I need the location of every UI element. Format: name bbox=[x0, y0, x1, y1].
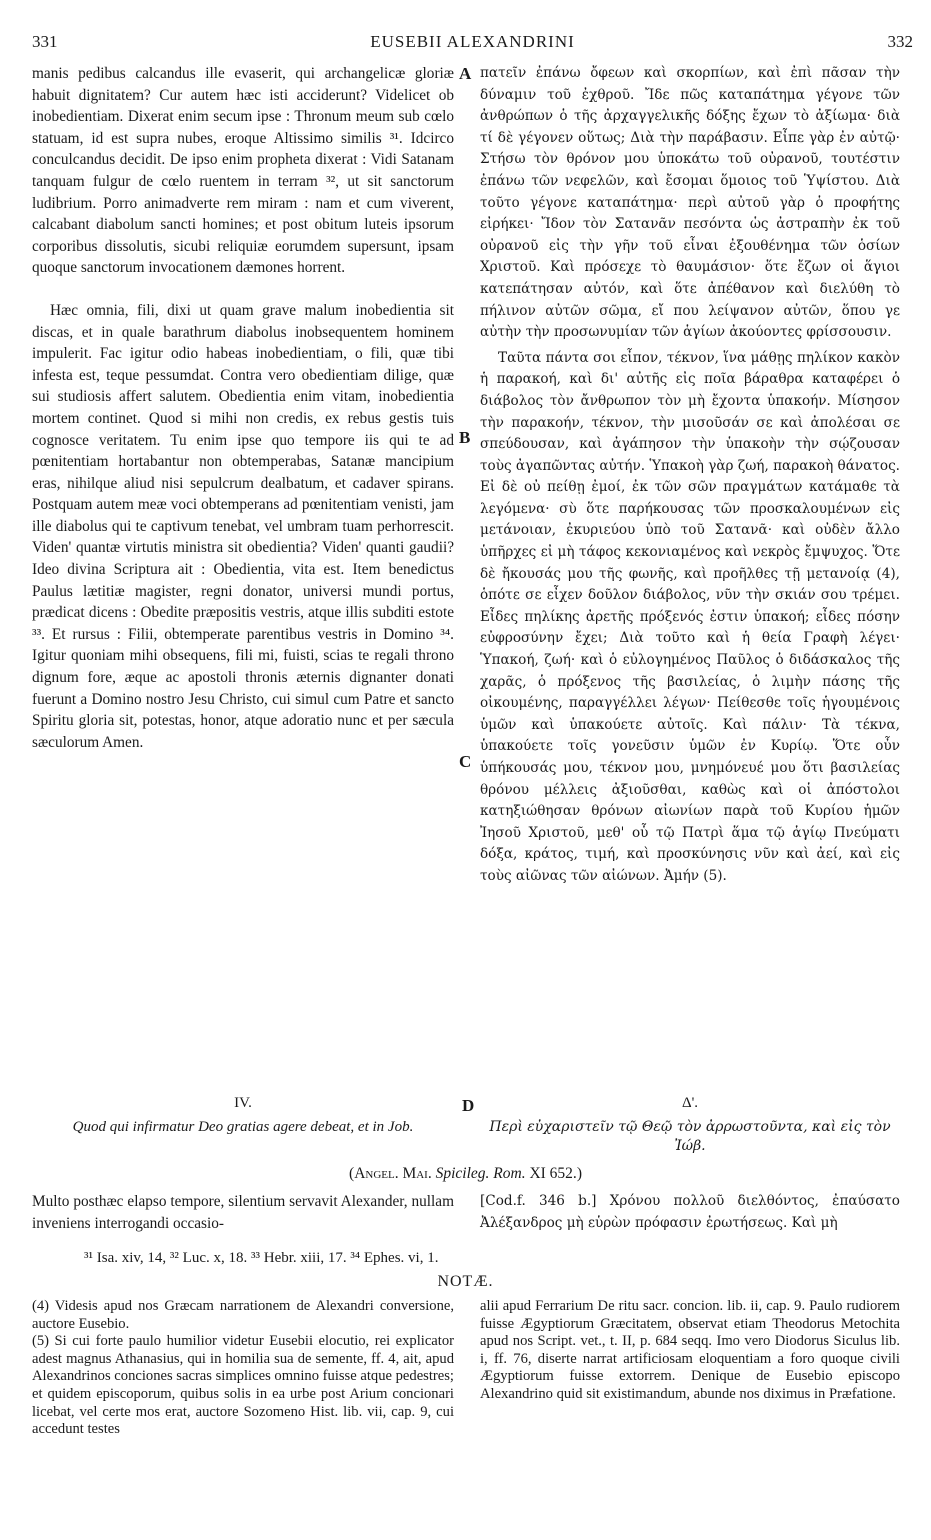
greek-column bbox=[480, 63, 900, 888]
greek-paragraph-1: πατεῖν ἐπάνω ὄφεων καὶ σκορπίων, καὶ ἐπὶ πᾶσαν τὴν δύναμιν τοῦ ἐχθροῦ. Ἴδε πῶς καταπάτημα γέγονε τῶν ἀνθρώπων ὁ τῆς ἀρχαγγελικῆς δόξης ἔχων τὸ ἀξίωμα· διὰ τί δὲ γέγονεν οὕτως; Διὰ τὴν παράβασιν. Εἶπε γὰρ ἐν αὐτῷ· Στήσω τὸν θρόνον μου ὑποκάτω τοῦ οὐρανοῦ, τουτέστιν ἐπάνω τῶν νεφελῶν, καὶ ἔσομαι ὅμοιος τοῦ Ὑψίστου. Διὰ τοῦτο γέγονε καταπάτημα· περὶ αὐτοῦ γὰρ ὁ προφήτης εἰρήκει· Ἴδον τὸν Σατανᾶν πεσόντα ὡς ἀστραπὴν ἐκ τοῦ οὐρανοῦ εἰς τὴν γῆν τοῦ εἶναι ἐξουθένημα τῶν ὁσίων Χριστοῦ. Καὶ πρόσεχε τὸ θαυμάσιον· ὅτε ἔζων οἱ ἅγιοι κατεπάτησαν αὐτόν, καὶ ὅτε ἀπέθανον καὶ διελύθη τὸ πήλινον αὐτῶν σῶμα, εἴ που λείψανον αὐτῶν, ὅπου γε αὐτὴν τὴν προσωνυμίαν τῶν ἁγίων ἀκούοντες φρίσσουσιν. bbox=[480, 65, 900, 341]
note-4: (4) Videsis apud nos Græcam narrationem de Alexandri conversione, auctore Eusebio. bbox=[32, 1298, 454, 1332]
latin-column bbox=[32, 63, 454, 753]
margin-marker-b: B bbox=[459, 428, 471, 447]
scripture-footnotes: ³¹ Isa. xiv, 14, ³² Luc. x, 18. ³³ Hebr. xiii, 17. ³⁴ Ephes. vi, 1. bbox=[84, 1250, 439, 1266]
note-5: (5) Si cui forte paulo humilior videtur Eusebii elocutio, rei explicator adest magnus Athanasius, qui in homilia sua de semente, ff. 4, ait, apud Alexandrinos conciones sacras simplices omnino fuisse atque pedestres; et quidem episcoporum, quibus solis in ea urbe post Arium concionari licebat, vel certe mos erat, auctore Sozomeno Hist. lib. vii, cap. 9, cui accedunt testes bbox=[32, 1333, 454, 1438]
notes-heading: NOTÆ. bbox=[437, 1273, 494, 1290]
note-5-continued: alii apud Ferrarium De ritu sacr. concion. lib. ii, cap. 9. Paulo rudiorem fuisse Ægyptiorum Græcitatem, observat etiam Theodorus Metochita apud nos Script. vet., t. II, p. 684 seqq. Imo vero Diodorus Siculus lib. i, ff. 76, diserte narrat artificiosam eloquentiam a foro quoque civili Ægyptiorum fuisse extorrem. Denique de Eusebio episcopo Alexandrino quid sit existimandum, abunde nos diximus in Præfatione. bbox=[480, 1298, 900, 1402]
running-header bbox=[32, 32, 913, 58]
notes-left-column bbox=[32, 1298, 454, 1439]
latin-section-title: Quod qui infirmatur Deo gratias agere debeat, et in Job. bbox=[72, 1119, 414, 1135]
margin-marker-d: D bbox=[462, 1096, 475, 1115]
margin-marker-c: C bbox=[459, 752, 472, 771]
latin-paragraph-2: Hæc omnia, fili, dixi ut quam grave malum inobedientia sit discas, et in quale barathrum diabolus inobsequentem hominem impulerit. Fac igitur odio habeas inobedientiam, o fili, quæ tibi infesta est, teque pessumdat. Contra vero obedientiam dilige, quæ sui studiosis affert salutem. Obedientia enim vitam, inobedientia mortem continet. Quod si mihi non credis, ex rebus gestis tuis cognosce veritatem. Tu enim ipse quo tempore iis qui te ad pœnitentiam hortabantur non obtemperabas, Satanæ mancipium eras, nihilque aliud nisi sepulcrum dealbatum, et cadaver spirans. Postquam autem meæ voci obtemperans ad pœnitentiam venisti, jam ille diabolus qui te captivum tenebat, vel umbram tuam perhorrescit. Viden' quantæ virtutis ministra sit obedientia? Viden' quanti gaudii? Ideo divina Scriptura ait : Obedientia, vita est. Item benedictus Paulus lætitiæ magister, regni donator, universi mundi portus, prædicat dicens : Obedite præpositis vestris, atque illis subditi estote ³³. Et rursus : Filii, obtemperate parentibus vestris in Domino ³⁴. Igitur quoniam mihi obsequens, fili mi, fuisti, scias te regali throno dignum fore, æque ac apostoli thronis æternis dignanter donati fuerunt a Domino nostro Jesu Christo, cui simul cum Patre et sancto Spiritu gloria sit, potestas, honor, atque adoratio nunc et per sæcula sæculorum Amen. bbox=[32, 301, 454, 751]
latin-section-number: IV. bbox=[234, 1095, 252, 1111]
greek-paragraph-2: Ταῦτα πάντα σοι εἶπον, τέκνον, ἵνα μάθῃς πηλίκον κακὸν ἡ παρακοή, καὶ δι' αὐτῆς εἰς ποῖα βάραθρα καταφέρει ὁ διάβολος τὸν ἄνθρωπον τὸν μὴ ἔχοντα ὑπακοήν. Μίσησον τὴν παρακοήν, τέκνον, τὴν μισοῦσάν σε καὶ ἀπολέσαι σε σπεύδουσαν, καὶ ἀγάπησον τὴν ὑπακοὴν τὴν σῴζουσαν τοὺς ἀγαπῶντας αὐτήν. Ὑπακοὴ γὰρ ζωή, παρακοὴ θάνατος. Εἰ δὲ οὐ πείθῃ ἐμοί, ἐκ τῶν σῶν πραγμάτων κατάμαθε τὰ λεγόμενα· σὺ ὅτε παρήκουσας τῶν προσκαλουμένων εἰς μετάνοιαν, ἐκυριεύου ὑπὸ τοῦ Σατανᾶ· καὶ οὐδὲν ἄλλο ὑπῆρχες εἰ μὴ τάφος κεκονιαμένος καὶ νεκρὸς ἔμψυχος. Ὅτε δὲ ἤκουσάς μου τῆς φωνῆς, καὶ προῆλθες τῇ μετανοίᾳ (4), ὁπότε σε εἶχεν δοῦλον διάβολος, νῦν τὴν σκιάν σου τρέμει. Εἶδες πηλίκης ἀρετῆς πρόξενός ἐστιν ὑπακοή; εἶδες πόσην εὐφροσύνην ἔχει; Διὰ τοῦτο καὶ ἡ θεία Γραφὴ λέγει· Ὑπακοή, ζωή· καὶ ὁ εὐλογημένος Παῦλος ὁ διδάσκαλος τῆς χαρᾶς, ὁ πρόξενος τῆς βασιλείας, ὁ λιμὴν πάσης τῆς οἰκουμένης, παραγγέλλει λέγων· Πείθεσθε τοῖς ἡγουμένοις ὑμῶν καὶ ὑπακούετε αὐτοῖς. Καὶ πάλιν· Τὰ τέκνα, ὑπακούετε τοῖς γονεῦσιν ὑμῶν ἐν Κυρίῳ. Ὅτε οὖν ὑπήκουσάς μου, τέκνον μου, μνημόνευέ μου ὅτι βασιλείας θρόνου μέλλεις ἀξιοῦσθαι, καθὼς καὶ οἱ ἀπόστολοι κατηξιώθησαν θρόνων αἰωνίων παρὰ τοῦ Κυρίου ἡμῶν Ἰησοῦ Χριστοῦ, μεθ' οὗ τῷ Πατρὶ ἅμα τῷ ἁγίῳ Πνεύματι δόξα, κράτος, τιμή, καὶ προσκύνησις νῦν καὶ ἀεί, καὶ εἰς τοὺς αἰῶνας τῶν αἰώνων. Ἀμήν (5). bbox=[480, 349, 900, 884]
greek-section-number: Δ'. bbox=[681, 1095, 699, 1111]
page-number-right: 332 bbox=[887, 32, 913, 51]
latin-paragraph-1: manis pedibus calcandus ille evaserit, qui archangelicæ gloriæ habuit dignitatem? Cur autem hæc isti acciderunt? Videlicet ob inobedientiam. Dixerat enim secum ipse : Thronum meum sub cœlo statuam, id est supra nubes, eroque Altissimo similis ³¹. Idcirco conculcandus decidit. De ipso enim propheta dixerat : Vidi Satanam tanquam fulgur de cœlo ruentem in terram ³², ut sit sanctorum ludibrium. Porro animadverte rem miram : nam et cum viverent, calcabant diabolum sancti homines; et post obitum luteis ipsorum corporibus dissolutis, sicubi reliquiæ eorumdem supersunt, ipsam quoque sanctorum invocationem dæmones horrent. bbox=[32, 65, 454, 277]
citation-work: Spicileg. Rom. bbox=[435, 1165, 526, 1182]
citation-ref: XI 652. bbox=[529, 1165, 577, 1182]
margin-marker-a: A bbox=[459, 64, 472, 83]
greek-section-title: Περὶ εὐχαριστεῖν τῷ Θεῷ τὸν ἀρρωστοῦντα, καὶ εἰς τὸν Ἰώβ. bbox=[489, 1119, 891, 1154]
source-citation: (Angel. Mai. Spicileg. Rom. XI 652.) bbox=[349, 1165, 582, 1182]
citation-author: Angel. Mai. bbox=[354, 1165, 432, 1182]
notes-right-column bbox=[480, 1298, 900, 1404]
greek-continuation: [Cod.f. 346 b.] Χρόνου πολλοῦ διελθόντος, ἐπαύσατο Ἀλέξανδρος μὴ εὑρὼν πρόφασιν ἐρωτήσεως. Καὶ μὴ bbox=[480, 1193, 900, 1231]
running-title: EUSEBII ALEXANDRINI bbox=[370, 32, 575, 51]
page-number-left: 331 bbox=[32, 32, 58, 51]
latin-continuation: Multo posthæc elapso tempore, silentium servavit Alexander, nullam inveniens interrogandi occasio- bbox=[32, 1193, 454, 1232]
